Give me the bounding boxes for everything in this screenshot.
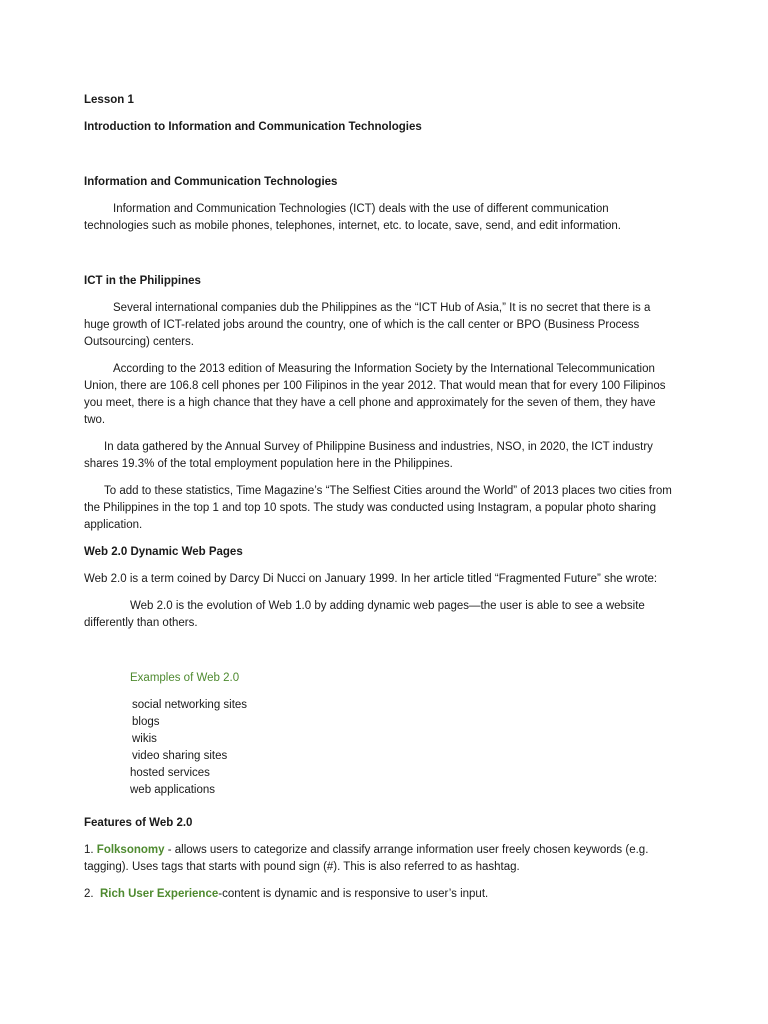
list-item: wikis — [132, 733, 157, 745]
examples-title: Examples of Web 2.0 — [130, 672, 240, 684]
list-item: web applications — [130, 784, 216, 796]
feature-number: 1. — [84, 844, 94, 856]
feature-term-rich-user-experience: Rich User Experience — [99, 888, 219, 900]
feature-rich-user-experience — [84, 886, 672, 903]
lesson-label: Lesson 1 — [84, 94, 134, 106]
list-item: blogs — [132, 716, 160, 728]
list-item: hosted services — [130, 767, 210, 779]
section-heading-web2: Web 2.0 Dynamic Web Pages — [84, 546, 243, 558]
examples-list — [84, 697, 672, 799]
document-page — [84, 92, 672, 913]
list-item: video sharing sites — [132, 750, 228, 762]
feature-description: -content is dynamic and is responsive to user’s input. — [218, 888, 489, 900]
feature-number: 2. — [84, 888, 94, 900]
paragraph-web2-intro: Web 2.0 is a term coined by Darcy Di Nucci on January 1999. In her article titled “Fragmented Future” she wrote: — [84, 573, 658, 585]
paragraph-ict-definition: Information and Communication Technologies (ICT) deals with the use of different communication technologies such as mobile phones, telephones, internet, etc. to locate, save, send, and edit information. — [84, 203, 622, 232]
list-item: social networking sites — [132, 699, 248, 711]
feature-term-folksonomy: Folksonomy — [96, 844, 165, 856]
paragraph-nso-survey: In data gathered by the Annual Survey of Philippine Business and industries, NSO, in 2020, the ICT industry shares 19.3% of the total employment population here in the Philippines. — [84, 441, 653, 470]
section-heading-ict: Information and Communication Technologies — [84, 176, 338, 188]
paragraph-web2-quote: Web 2.0 is the evolution of Web 1.0 by adding dynamic web pages—the user is able to see a website differently than others. — [84, 600, 645, 629]
lesson-title: Introduction to Information and Communication Technologies — [84, 121, 422, 133]
paragraph-ict-hub: Several international companies dub the Philippines as the “ICT Hub of Asia,” It is no secret that there is a huge growth of ICT-related jobs around the country, one of which is the call center or BPO (Business Process Outsourcing) centers. — [84, 302, 651, 348]
feature-folksonomy — [84, 842, 672, 876]
section-heading-ict-philippines: ICT in the Philippines — [84, 275, 201, 287]
section-heading-features: Features of Web 2.0 — [84, 817, 193, 829]
feature-description: - allows users to categorize and classify arrange information user freely chosen keywords (e.g. tagging). Uses tags that starts with pound sign (#). This is also referred to as hashtag. — [84, 844, 649, 873]
paragraph-cell-phones: According to the 2013 edition of Measuring the Information Society by the International Telecommunication Union, there are 106.8 cell phones per 100 Filipinos in the year 2012. That would mean that for every 100 Filipinos you meet, there is a high chance that they have a cell phone and approximately for the seven of them, they have two. — [84, 363, 666, 426]
paragraph-selfiest-cities: To add to these statistics, Time Magazine’s “The Selfiest Cities around the World” of 2013 places two cities from the Philippines in the top 1 and top 10 spots. The study was conducted using Instagram, a popular photo sharing application. — [84, 485, 672, 531]
